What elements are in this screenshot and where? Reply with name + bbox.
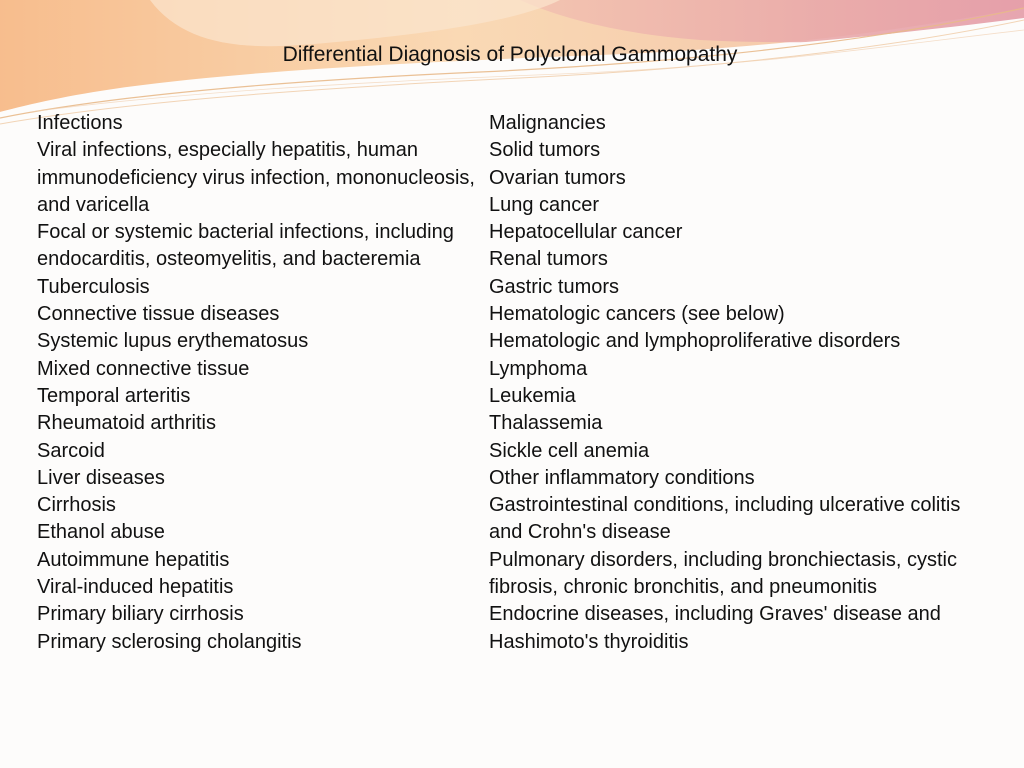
list-item: Gastrointestinal conditions, including ulcerative colitis and Crohn's disease [489, 494, 961, 544]
list-item: Lymphoma [489, 357, 588, 380]
list-item: Hematologic cancers (see below) [489, 303, 785, 326]
list-item: Mixed connective tissue [37, 357, 250, 380]
left-column-list [37, 110, 477, 656]
list-item: Focal or systemic bacterial infections, including endocarditis, osteomyelitis, and bacteremia [37, 221, 454, 271]
list-item: Viral infections, especially hepatitis, human immunodeficiency virus infection, mononucleosis, and varicella [37, 139, 475, 216]
list-item: Sarcoid [37, 439, 105, 462]
list-item: Viral-induced hepatitis [37, 576, 234, 599]
list-item: Tuberculosis [37, 275, 150, 298]
list-item: Hepatocellular cancer [489, 221, 683, 244]
list-item: Leukemia [489, 384, 576, 407]
list-item: Systemic lupus erythematosus [37, 330, 309, 353]
list-item: Infections [37, 112, 123, 134]
list-item: Liver diseases [37, 466, 165, 489]
list-item: Primary sclerosing cholangitis [37, 630, 302, 653]
list-item: Renal tumors [489, 248, 608, 271]
list-item: Temporal arteritis [37, 384, 191, 407]
list-item: Solid tumors [489, 139, 601, 162]
list-item: Primary biliary cirrhosis [37, 603, 244, 626]
list-item: Other inflammatory conditions [489, 466, 755, 489]
list-item: Connective tissue diseases [37, 303, 280, 326]
list-item: Rheumatoid arthritis [37, 412, 216, 435]
slide-title: Differential Diagnosis of Polyclonal Gammopathy [282, 43, 738, 66]
list-item: Ethanol abuse [37, 521, 165, 544]
list-item: Lung cancer [489, 193, 600, 216]
list-item: Sickle cell anemia [489, 439, 650, 462]
list-item: Pulmonary disorders, including bronchiectasis, cystic fibrosis, chronic bronchitis, and pneumonitis [489, 548, 957, 599]
list-item: Cirrhosis [37, 494, 116, 517]
list-item: Endocrine diseases, including Graves' disease and Hashimoto's thyroiditis [489, 603, 941, 653]
right-column-list [489, 110, 969, 656]
list-item: Hematologic and lymphoproliferative disorders [489, 330, 901, 353]
list-item: Malignancies [489, 112, 606, 134]
list-item: Autoimmune hepatitis [37, 548, 230, 571]
list-item: Gastric tumors [489, 275, 620, 298]
list-item: Ovarian tumors [489, 166, 626, 189]
list-item: Thalassemia [489, 412, 603, 435]
